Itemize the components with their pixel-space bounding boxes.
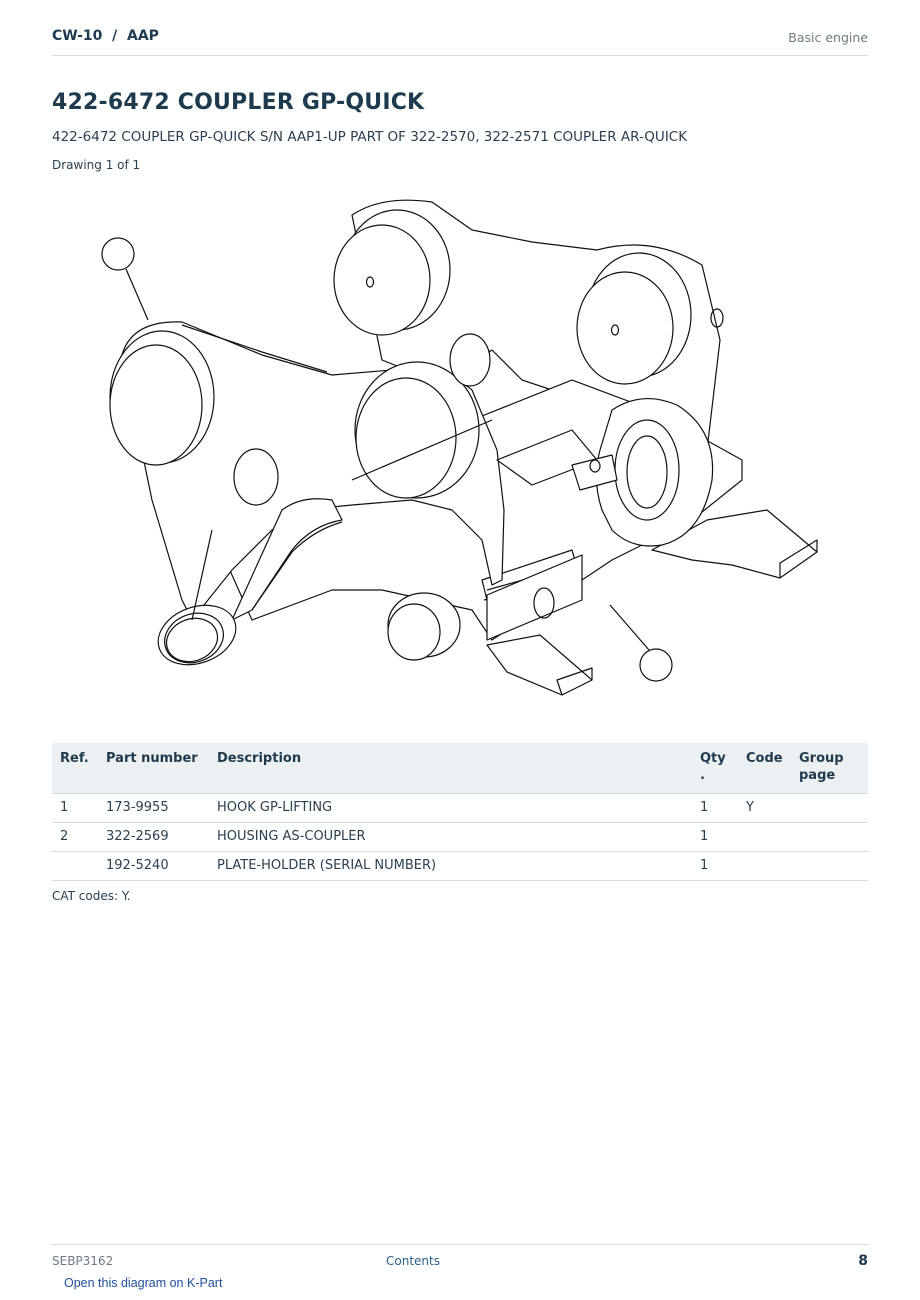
- cell-group-page: [791, 794, 868, 823]
- drawing-label: Drawing 1 of 1: [52, 158, 141, 172]
- cell-description: HOUSING AS-COUPLER: [209, 823, 692, 852]
- cell-group-page: [791, 823, 868, 852]
- open-in-kpart-link[interactable]: Open this diagram on K-Part: [64, 1276, 223, 1290]
- table-row: [52, 823, 868, 852]
- callout-1: [102, 238, 134, 270]
- cell-qty: 1: [692, 823, 738, 852]
- breadcrumb: CW-10 / AAP: [52, 28, 159, 44]
- column-header-qty: Qty .: [692, 743, 738, 794]
- column-header-ref: Ref.: [52, 743, 98, 794]
- cat-codes-note: CAT codes: Y.: [52, 889, 131, 903]
- cell-part-number: 192-5240: [98, 852, 209, 881]
- cell-ref: 1: [52, 794, 98, 823]
- page-footer: [52, 1244, 868, 1275]
- document-id: SEBP3162: [52, 1254, 114, 1268]
- cell-ref: [52, 852, 98, 881]
- cell-ref: 2: [52, 823, 98, 852]
- table-row: [52, 852, 868, 881]
- page-header: [52, 28, 868, 56]
- cell-code: [738, 823, 791, 852]
- cell-part-number: 322-2569: [98, 823, 209, 852]
- section-label: Basic engine: [788, 30, 868, 45]
- page-subtitle: 422-6472 COUPLER GP-QUICK S/N AAP1-UP PART OF 322-2570, 322-2571 COUPLER AR-QUICK: [52, 129, 688, 145]
- contents-link[interactable]: Contents: [386, 1254, 440, 1268]
- table-row: [52, 794, 868, 823]
- callout-leader: [610, 605, 649, 650]
- callout-2: [640, 649, 672, 681]
- callout-leader: [126, 269, 148, 320]
- column-header-description: Description: [209, 743, 692, 794]
- parts-diagram: [52, 180, 868, 725]
- column-header-code: Code: [738, 743, 791, 794]
- cell-group-page: [791, 852, 868, 881]
- page-number: 8: [858, 1253, 868, 1269]
- page-title: 422-6472 COUPLER GP-QUICK: [52, 90, 425, 115]
- parts-table: [52, 743, 868, 881]
- cell-qty: 1: [692, 794, 738, 823]
- table-header-row: [52, 743, 868, 794]
- column-header-part-number: Part number: [98, 743, 209, 794]
- cell-code: [738, 852, 791, 881]
- cell-description: PLATE-HOLDER (SERIAL NUMBER): [209, 852, 692, 881]
- cell-description: HOOK GP-LIFTING: [209, 794, 692, 823]
- column-header-group-page: Group page: [791, 743, 868, 794]
- cell-code: Y: [738, 794, 791, 823]
- coupler-drawing: [52, 180, 868, 725]
- cell-qty: 1: [692, 852, 738, 881]
- cell-part-number: 173-9955: [98, 794, 209, 823]
